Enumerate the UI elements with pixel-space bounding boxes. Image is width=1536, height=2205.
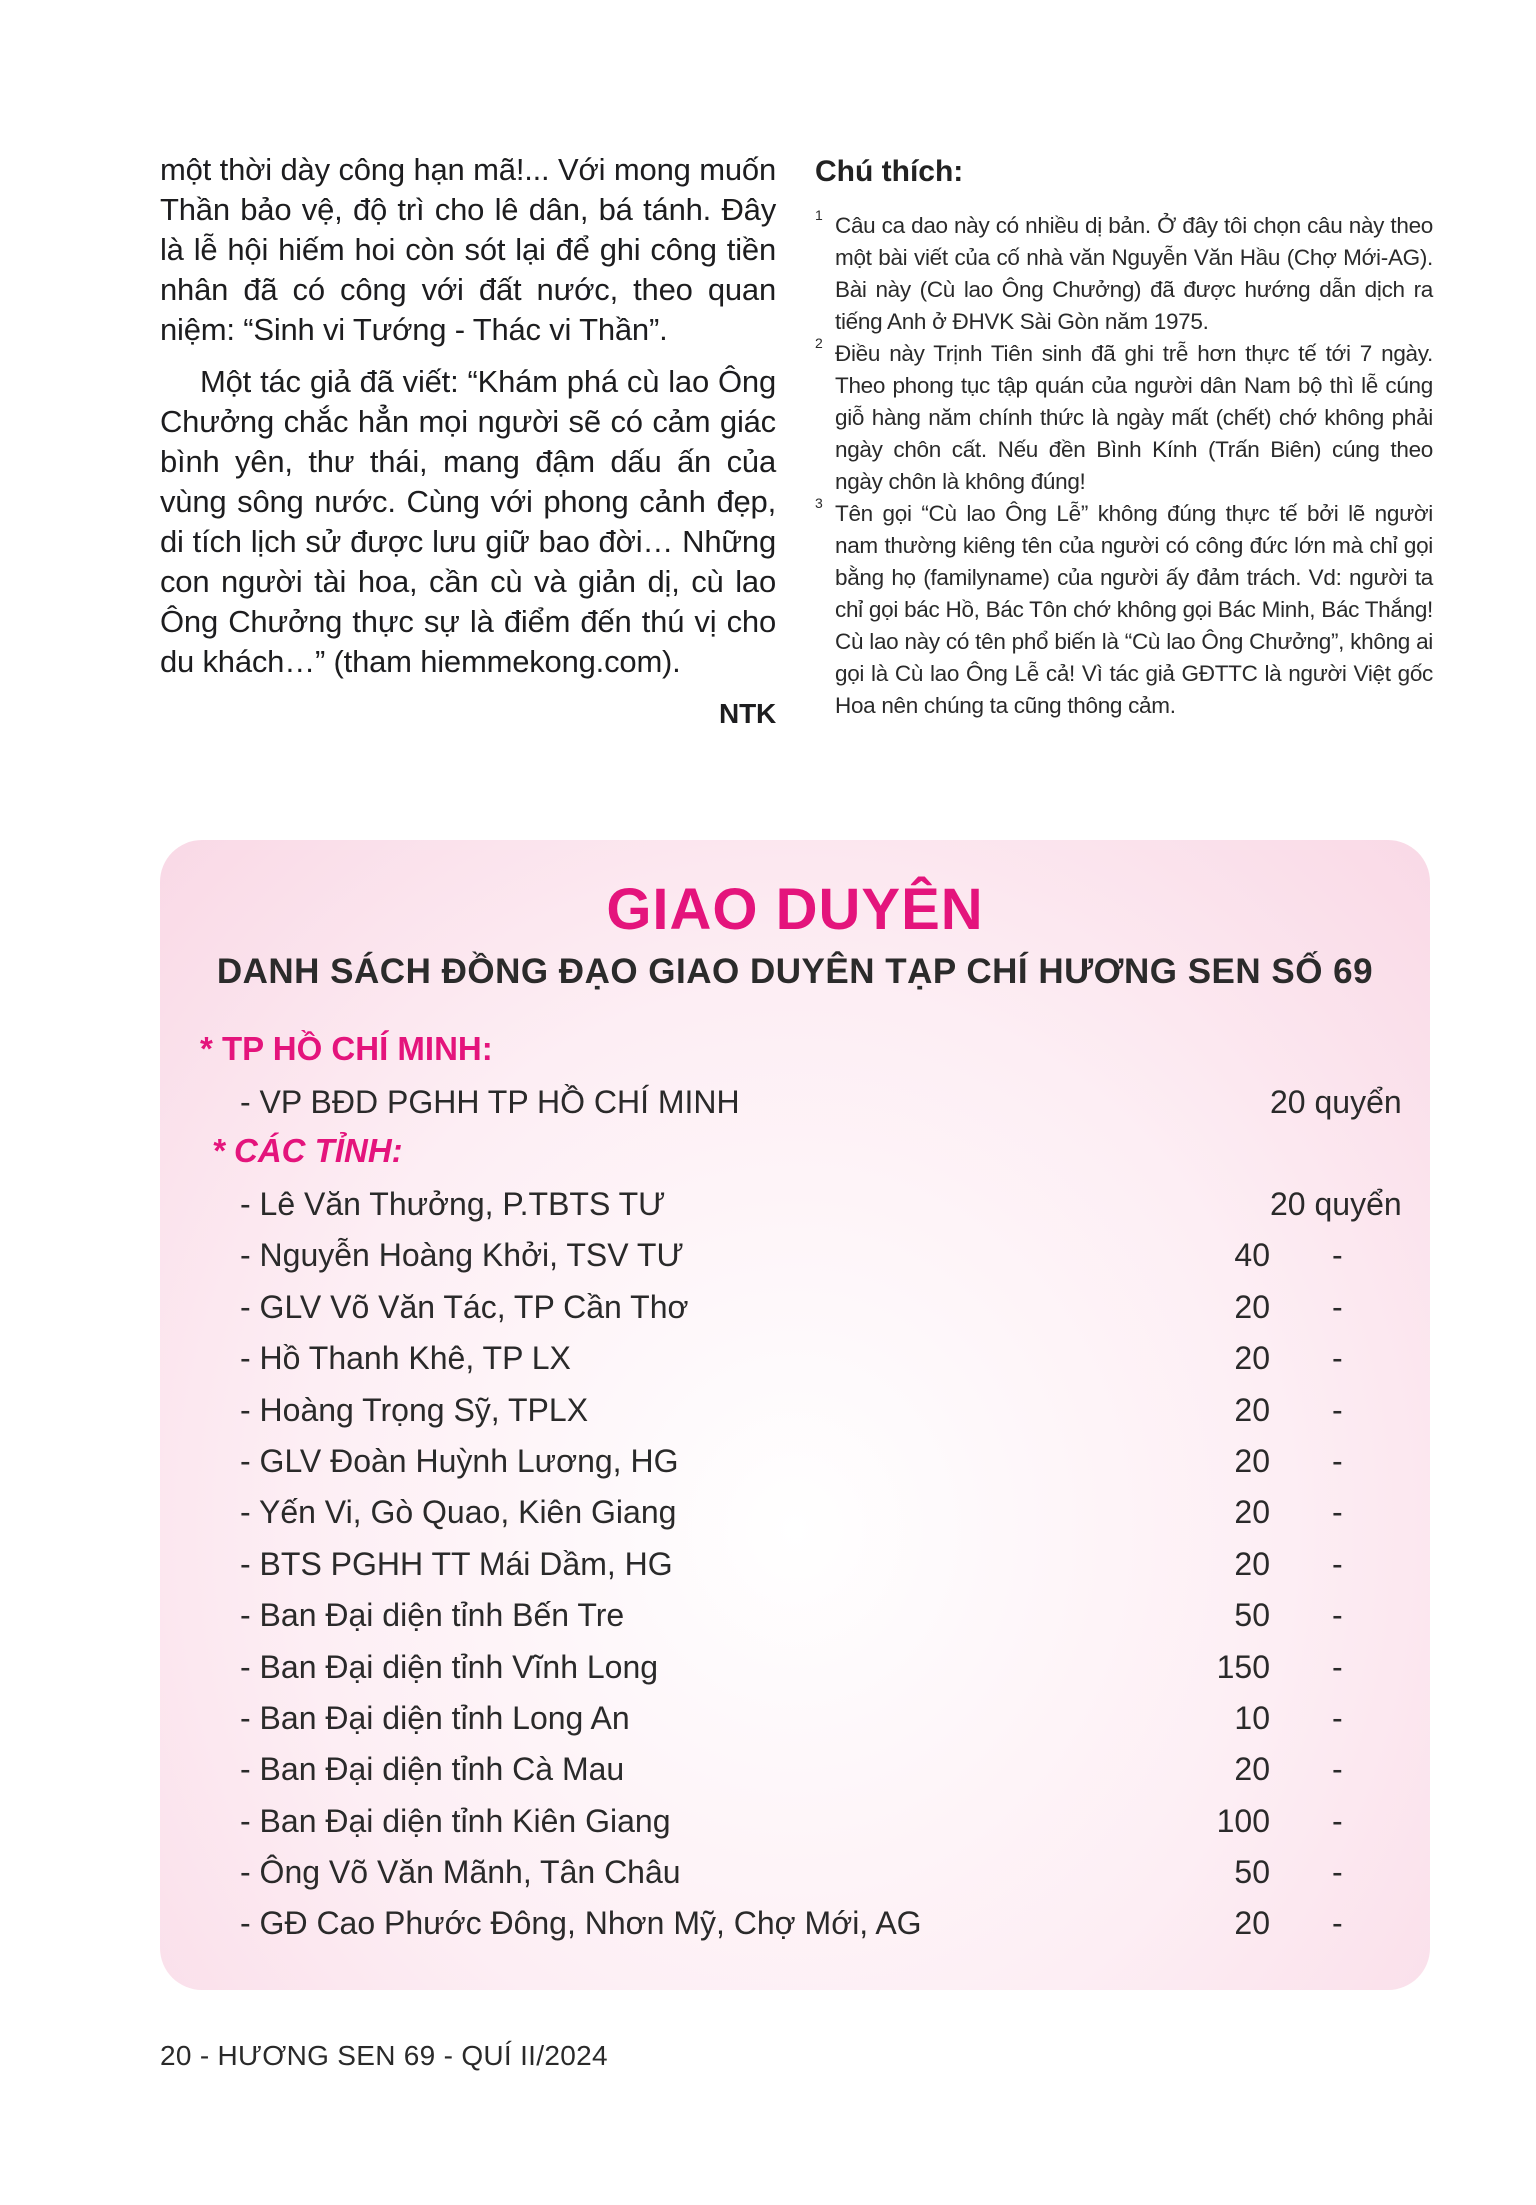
donor-name: - BTS PGHH TT Mái Dầm, HG [240,1545,673,1582]
note-3 [815,495,1433,722]
section-heading-provinces: * CÁC TỈNH: [212,1132,403,1169]
list-item [240,1492,1430,1543]
donor-name: - Ông Võ Văn Mãnh, Tân Châu [240,1854,681,1891]
notes-column [815,150,1433,722]
list-item [240,1647,1430,1698]
list-item [240,1749,1430,1800]
donor-quantity: 20 quyển [1270,1084,1402,1120]
donor-name: - Ban Đại diện tỉnh Vĩnh Long [240,1648,659,1685]
donor-unit-ditto: - [1332,1340,1343,1377]
donor-unit-ditto: - [1332,1237,1343,1274]
donor-quantity: 100 [1216,1802,1270,1839]
donor-name: - Nguyễn Hoàng Khởi, TSV TƯ [240,1237,684,1274]
list-item [240,1082,1430,1133]
list-item [240,1390,1430,1441]
section-heading-city: * TP HỒ CHÍ MINH: [200,1030,493,1067]
donor-unit-ditto: - [1332,1854,1343,1891]
donor-unit-ditto: - [1332,1648,1343,1685]
donor-quantity: 20 [1234,1905,1270,1942]
donor-quantity: 50 [1234,1597,1270,1634]
list-item [240,1852,1430,1903]
donor-quantity: 20 [1234,1340,1270,1377]
panel-subtitle: DANH SÁCH ĐỒNG ĐẠO GIAO DUYÊN TẠP CHÍ HƯƠNG SEN SỐ 69 [216,952,1374,991]
list-item [240,1595,1430,1646]
list-item [240,1801,1430,1852]
note-text: Điều này Trịnh Tiên sinh đã ghi trễ hơn thực tế tới 7 ngày. Theo phong tục tập quán của người dân Nam bộ thì lễ cúng giỗ hàng năm chính thức là ngày mất (chết) chớ không phải ngày chôn cất. Nếu đền Bình Kính (Trấn Biên) cúng theo ngày chôn là không đúng! [835,341,1433,494]
donor-quantity: 20 quyển [1270,1186,1402,1222]
donor-name: - Ban Đại diện tỉnh Long An [240,1699,630,1736]
donor-unit-ditto: - [1332,1442,1343,1479]
article-paragraph-1: một thời dày công hạn mã!... Với mong muốn Thần bảo vệ, độ trì cho lê dân, bá tánh. Đây là lễ hội hiếm hoi còn sót lại để ghi công tiền nhân đã có công với đất nước, theo quan niệm: “Sinh vi Tướng - Thác vi Thần”. [160,152,776,347]
donor-name: - Ban Đại diện tỉnh Kiên Giang [240,1802,671,1839]
donor-name: - VP BĐD PGHH TP HỒ CHÍ MINH [240,1084,740,1120]
donor-name: - GLV Võ Văn Tác, TP Cần Thơ [240,1288,689,1325]
article-paragraph-2: Một tác giả đã viết: “Khám phá cù lao Ông Chưởng chắc hẳn mọi người sẽ có cảm giác bình yên, thư thái, mang đậm dấu ấn của vùng sông nước. Cùng với phong cảnh đẹp, di tích lịch sử được lưu giữ bao đời… Những con người tài hoa, cần cù và giản dị, cù lao Ông Chưởng thực sự là điểm đến thú vị cho du khách…” (tham hiemmekong.com). [160,364,776,679]
list-item [240,1287,1430,1338]
donor-quantity: 20 [1234,1442,1270,1479]
note-marker: 1 [815,207,823,223]
note-text: Tên gọi “Cù lao Ông Lễ” không đúng thực tế bởi lẽ người nam thường kiêng tên của người có công đức lớn mà chỉ gọi bằng họ (familyname) của người ấy đảm trách. Vd: người ta chỉ gọi bác Hồ, Bác Tôn chớ không gọi Bác Minh, Bác Thắng! Cù lao này có tên phổ biến là “Cù lao Ông Chưởng”, không ai gọi là Cù lao Ông Lễ cả! Vì tác giả GĐTTC là người Việt gốc Hoa nên chúng ta cũng thông cảm. [835,501,1433,718]
note-text: Câu ca dao này có nhiều dị bản. Ở đây tôi chọn câu này theo một bài viết của cố nhà văn Nguyễn Văn Hầu (Chợ Mới-AG). Bài này (Cù lao Ông Chưởng) đã được hướng dẫn dịch ra tiếng Anh ở ĐHVK Sài Gòn năm 1975. [835,213,1433,334]
list-item [240,1184,1430,1235]
donor-unit-ditto: - [1332,1802,1343,1839]
donor-unit-ditto: - [1332,1288,1343,1325]
donor-quantity: 50 [1234,1854,1270,1891]
donor-unit-ditto: - [1332,1905,1343,1942]
list-item [240,1698,1430,1749]
donor-name: - Ban Đại diện tỉnh Cà Mau [240,1751,625,1788]
list-item [240,1544,1430,1595]
donor-quantity: 20 [1234,1545,1270,1582]
note-2 [815,335,1433,498]
donor-name: - Hoàng Trọng Sỹ, TPLX [240,1391,589,1428]
donor-quantity: 40 [1234,1237,1270,1274]
donor-unit-ditto: - [1332,1597,1343,1634]
note-marker: 2 [815,335,823,351]
donor-name: - Yến Vi, Gò Quao, Kiên Giang [240,1494,677,1531]
note-marker: 3 [815,495,823,511]
donor-name: - GĐ Cao Phước Đông, Nhơn Mỹ, Chợ Mới, AG [240,1905,922,1942]
donor-unit-ditto: - [1332,1699,1343,1736]
city-list [240,1082,1430,1133]
donor-quantity: 20 [1234,1494,1270,1531]
donor-unit-ditto: - [1332,1751,1343,1788]
donor-unit-ditto: - [1332,1391,1343,1428]
donor-quantity: 20 [1234,1391,1270,1428]
giao-duyen-panel [160,840,1430,1990]
donor-quantity: 20 [1234,1751,1270,1788]
list-item [240,1441,1430,1492]
donor-quantity: 150 [1216,1648,1270,1685]
donor-quantity: 20 [1234,1288,1270,1325]
donor-quantity: 10 [1234,1699,1270,1736]
page-footer: 20 - HƯƠNG SEN 69 - QUÍ II/2024 [160,2040,608,2071]
article-column [160,150,776,734]
donor-name: - Ban Đại diện tỉnh Bến Tre [240,1597,625,1634]
notes-title: Chú thích: [815,155,964,188]
panel-title: GIAO DUYÊN [606,877,984,942]
donor-name: - Lê Văn Thưởng, P.TBTS TƯ [240,1186,666,1222]
province-list [240,1184,1430,1955]
donor-unit-ditto: - [1332,1545,1343,1582]
list-item [240,1338,1430,1389]
donor-name: - Hồ Thanh Khê, TP LX [240,1340,571,1377]
list-item [240,1903,1430,1954]
donor-unit-ditto: - [1332,1494,1343,1531]
donor-name: - GLV Đoàn Huỳnh Lương, HG [240,1442,679,1479]
note-1 [815,207,1433,338]
list-item [240,1235,1430,1286]
article-signature: NTK [719,698,776,729]
